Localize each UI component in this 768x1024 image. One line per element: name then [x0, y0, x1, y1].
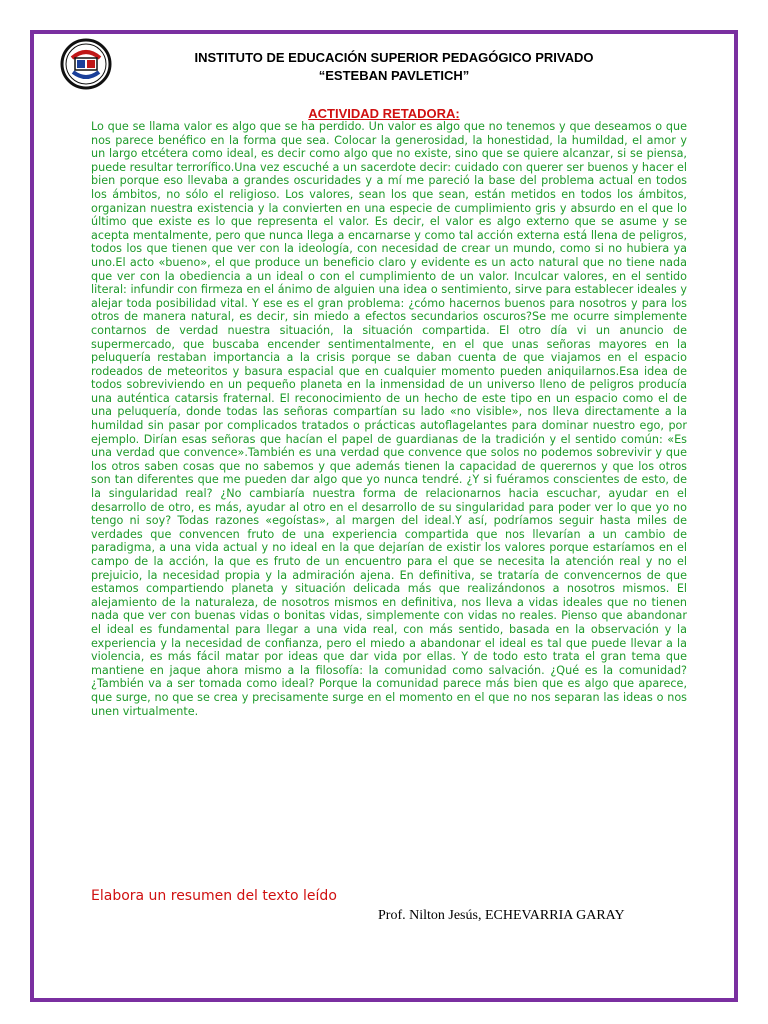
activity-body-text: Lo que se llama valor es algo que se ha perdido. Un valor es algo que no tenemos y que deseamos o que nos parece benéfico en la forma que sea. Colocar la generosidad, la honestidad, la humildad, el amor y un largo etcétera como ideal, es decir como algo que no existe, sino que se quiere alcanzar, si se piensa, puede resultar terrorífico.Una vez escuché a un sacerdote decir: cuidado con querer ser buenos y hacer el bien porque eso llevaba a grandes oscuridades y a mí me pareció la base del problema actual en todos los ámbitos, no sólo el religioso. Los valores, sean los que sean, están metidos en todos los ámbitos, organizan nuestra existencia y la convierten en una especie de cumplimiento gris y absurdo en el que lo último que existe es lo que representa el valor. Es decir, el valor es algo externo que se asume y se acepta mentalmente, pero que nunca llega a encarnarse y como tal acción externa está llena de peligros, todos los que tienen que ver con la ideología, con necesidad de crear un mundo, como si no hubiera ya uno.El acto «bueno», el que produce un beneficio claro y evidente es un acto natural que no tiene nada que ver con la obediencia a un ideal o con el cumplimiento de un valor. Inculcar valores, en el sentido literal: infundir con firmeza en el ánimo de alguien una idea o sentimiento, sirve para establecer ideales y alejar toda posibilidad vital. Y ese es el gran problema: ¿cómo hacernos buenos para nosotros y para los otros de manera natural, es decir, sin miedo a efectos secundarios oscuros?Se me ocurre simplemente contarnos de verdad nuestra situación, la situación compartida. El otro día vi un anuncio de supermercado, que buscaba encender sentimentalmente, en el que unas señoras mayores en la peluquería restaban importancia a la crisis porque se daban cuenta de que viajamos en el espacio rodeados de meteoritos y basura espacial que en cualquier momento pueden aniquilarnos.Esa idea de todos sobreviviendo en un pequeño planeta en la inmensidad de un universo lleno de peligros producía una auténtica catarsis fraternal. El reconocimiento de un hecho de este tipo en un espacio como el de una peluquería, donde todas las señoras compartían su lado «no visible», nos lleva directamente a la humildad sin pasar por complicados tratados o prácticas autoflagelantes para dominar nuestro ego, por ejemplo. Dirían esas señoras que hacían el papel de guardianas de la tradición y el sentido común: «Es una verdad que convence».También es una verdad que convence que solos no podemos sobrevivir y que los otros saben cosas que no sabemos y que además tienen la capacidad de querernos y que los otros son tan diferentes que me pueden dar algo que yo nunca tendré. ¿Y si fuéramos conscientes de esto, de la singularidad real? ¿No cambiaría nuestra forma de relacionarnos hacia escuchar, ayudar en el desarrollo de otro, es más, ayudar al otro en el desarrollo de su singularidad para poder ver lo que yo no tengo ni soy? Todas razones «egoístas», al margen del ideal.Y así, podríamos seguir hasta miles de verdades que convencen fruto de una experiencia compartida que nos llevarían a un cambio de paradigma, a una vida actual y no ideal en la que dejarían de existir los valores porque estaríamos en el campo de la acción, la que es fruto de un encuentro para el que se necesita la atención real y no el prejuicio, la necesidad propia y la admiración ajena. En definitiva, se trataría de convencernos de que estamos compartiendo planeta y situación delicada más que realizándonos a nosotros mismos. El alejamiento de la naturaleza, de nosotros mismos en definitiva, nos lleva a vidas ideales que no tienen nada que ver con buenas vidas o bonitas vidas, simplemente con vidas no reales. Pienso que abandonar el ideal es fundamental para llegar a una vida real, con más sentido, basada en la observación y la experiencia y la necesidad de confianza, pero el miedo a abandonar el ideal es tal que puede llevar a la violencia, es más fácil matar por ideas que dar vida por ellas. Y de todo esto trata el gran tema que mantiene en jaque ahora mismo a la filosofía: la comunidad como salvación. ¿Qué es la comunidad? ¿También va a ser tomada como ideal? Porque la comunidad parece más bien que es algo que aparece, que surge, no que se crea y precisamente surge en el momento en el que no nos separan las ideas o nos unen virtualmente.: [91, 120, 688, 718]
institution-subname: “ESTEBAN PAVLETICH”: [318, 68, 470, 83]
task-instruction: Elabora un resumen del texto leído: [91, 888, 337, 904]
institution-name: INSTITUTO DE EDUCACIÓN SUPERIOR PEDAGÓGICO PRIVADO: [194, 50, 594, 65]
activity-title: ACTIVIDAD RETADORA:: [308, 106, 460, 121]
institute-seal-logo: [60, 38, 112, 90]
page-border-frame: [30, 30, 738, 1002]
teacher-signature-line: Prof. Nilton Jesús, ECHEVARRIA GARAY: [378, 908, 625, 923]
